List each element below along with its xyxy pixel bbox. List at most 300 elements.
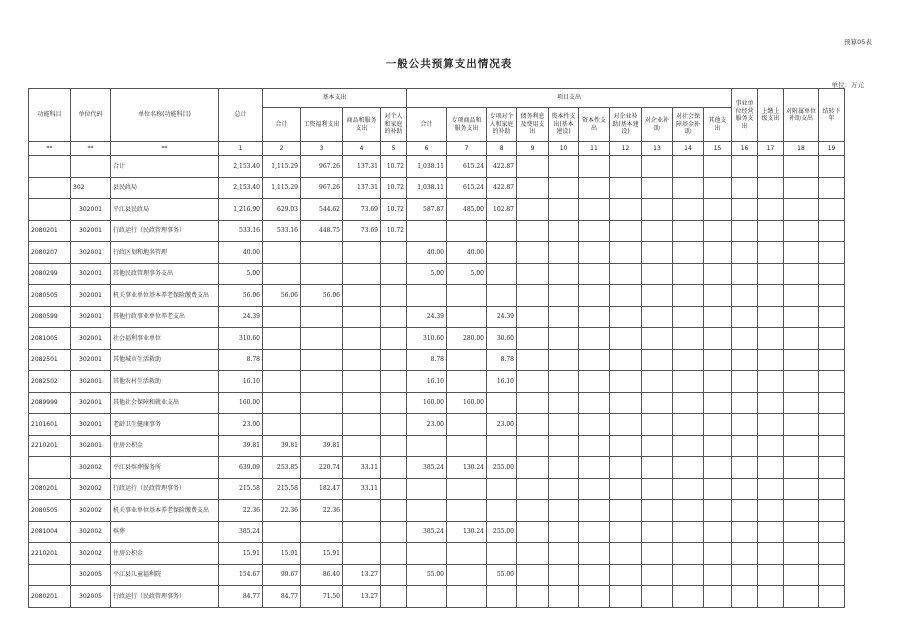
value-cell bbox=[732, 500, 758, 522]
value-cell bbox=[784, 478, 819, 500]
value-cell bbox=[732, 328, 758, 350]
value-cell bbox=[407, 285, 447, 307]
unit-code-cell: 302001 bbox=[71, 349, 111, 371]
value-cell bbox=[704, 478, 732, 500]
unit-code-cell: 302005 bbox=[71, 564, 111, 586]
value-cell: 967.26 bbox=[301, 177, 343, 199]
func-code-cell: 2080505 bbox=[29, 285, 71, 307]
value-cell bbox=[673, 521, 704, 543]
value-cell bbox=[381, 435, 407, 457]
value-cell bbox=[301, 242, 343, 264]
value-cell: 33.11 bbox=[343, 478, 381, 500]
value-cell bbox=[673, 564, 704, 586]
unit-code-cell: 302002 bbox=[71, 457, 111, 479]
value-cell bbox=[610, 500, 642, 522]
value-cell bbox=[784, 177, 819, 199]
value-cell bbox=[517, 521, 549, 543]
value-cell bbox=[381, 371, 407, 393]
value-cell: 10.72 bbox=[381, 156, 407, 178]
value-cell bbox=[487, 220, 517, 242]
value-cell bbox=[343, 371, 381, 393]
value-cell bbox=[381, 242, 407, 264]
value-cell bbox=[301, 349, 343, 371]
value-cell bbox=[263, 263, 301, 285]
table-row bbox=[29, 564, 845, 586]
header-capital-base: 资本性支出(基本建设) bbox=[549, 108, 579, 142]
value-cell bbox=[673, 242, 704, 264]
value-cell bbox=[784, 349, 819, 371]
value-cell bbox=[704, 392, 732, 414]
value-cell bbox=[517, 478, 549, 500]
value-cell bbox=[301, 414, 343, 436]
value-cell bbox=[517, 392, 549, 414]
value-cell bbox=[819, 285, 845, 307]
value-cell bbox=[673, 263, 704, 285]
value-cell bbox=[549, 199, 579, 221]
value-cell: 5.00 bbox=[219, 263, 263, 285]
unit-name-cell: 平江县民政局 bbox=[111, 199, 219, 221]
value-cell bbox=[704, 220, 732, 242]
value-cell: 33.11 bbox=[343, 457, 381, 479]
value-cell bbox=[610, 177, 642, 199]
value-cell bbox=[704, 435, 732, 457]
value-cell bbox=[447, 435, 487, 457]
value-cell bbox=[610, 263, 642, 285]
value-cell bbox=[343, 543, 381, 565]
value-cell bbox=[673, 414, 704, 436]
value-cell: 13.27 bbox=[343, 586, 381, 608]
value-cell: 130.24 bbox=[447, 521, 487, 543]
value-cell bbox=[673, 586, 704, 608]
table-row bbox=[29, 177, 845, 199]
func-code-cell: 2081005 bbox=[29, 328, 71, 350]
value-cell: 55.00 bbox=[487, 564, 517, 586]
value-cell bbox=[343, 285, 381, 307]
value-cell bbox=[673, 156, 704, 178]
value-cell bbox=[517, 328, 549, 350]
value-cell bbox=[343, 328, 381, 350]
value-cell bbox=[343, 263, 381, 285]
value-cell bbox=[784, 521, 819, 543]
value-cell: 22.36 bbox=[263, 500, 301, 522]
table-row bbox=[29, 285, 845, 307]
unit-name-cell: 行政运行（民政管理事务） bbox=[111, 220, 219, 242]
value-cell bbox=[673, 220, 704, 242]
value-cell: 10.72 bbox=[381, 199, 407, 221]
func-code-cell: 2080207 bbox=[29, 242, 71, 264]
value-cell bbox=[610, 242, 642, 264]
table-row bbox=[29, 328, 845, 350]
column-index-cell: 4 bbox=[343, 142, 381, 156]
value-cell bbox=[447, 349, 487, 371]
table-row bbox=[29, 586, 845, 608]
value-cell bbox=[758, 349, 784, 371]
value-cell bbox=[642, 586, 673, 608]
value-cell bbox=[447, 564, 487, 586]
value-cell bbox=[381, 500, 407, 522]
page-title: 一般公共预算支出情况表 bbox=[385, 58, 513, 70]
unit-name-cell: 行政运行（民政管理事务） bbox=[111, 478, 219, 500]
value-cell: 40.00 bbox=[219, 242, 263, 264]
value-cell bbox=[704, 500, 732, 522]
value-cell bbox=[819, 564, 845, 586]
unit-name-cell: 住房公积金 bbox=[111, 543, 219, 565]
value-cell bbox=[579, 156, 610, 178]
value-cell bbox=[673, 435, 704, 457]
value-cell bbox=[673, 371, 704, 393]
value-cell bbox=[487, 285, 517, 307]
value-cell bbox=[758, 177, 784, 199]
value-cell bbox=[487, 263, 517, 285]
value-cell bbox=[610, 457, 642, 479]
value-cell bbox=[407, 478, 447, 500]
value-cell bbox=[784, 371, 819, 393]
header-upper: 上缴上级支出 bbox=[758, 89, 784, 142]
unit-code-cell: 302002 bbox=[71, 543, 111, 565]
value-cell: 385.24 bbox=[407, 521, 447, 543]
value-cell: 8.78 bbox=[487, 349, 517, 371]
value-cell bbox=[549, 285, 579, 307]
value-cell bbox=[642, 478, 673, 500]
value-cell: 39.81 bbox=[301, 435, 343, 457]
value-cell bbox=[447, 414, 487, 436]
value-cell bbox=[758, 543, 784, 565]
column-index-cell: ** bbox=[29, 142, 71, 156]
value-cell bbox=[263, 392, 301, 414]
value-cell: 154.67 bbox=[219, 564, 263, 586]
table-row bbox=[29, 521, 845, 543]
value-cell bbox=[704, 177, 732, 199]
value-cell: 533.16 bbox=[219, 220, 263, 242]
value-cell bbox=[381, 564, 407, 586]
value-cell bbox=[517, 543, 549, 565]
value-cell bbox=[579, 414, 610, 436]
value-cell bbox=[642, 199, 673, 221]
value-cell: 16.10 bbox=[219, 371, 263, 393]
value-cell: 15.91 bbox=[219, 543, 263, 565]
value-cell bbox=[784, 306, 819, 328]
value-cell: 71.50 bbox=[301, 586, 343, 608]
unit-name-cell: 其他社会保障和就业支出 bbox=[111, 392, 219, 414]
column-index-cell: 1 bbox=[219, 142, 263, 156]
func-code-cell: 2080599 bbox=[29, 306, 71, 328]
unit-code-cell bbox=[71, 156, 111, 178]
value-cell bbox=[758, 156, 784, 178]
func-code-cell: 2080505 bbox=[29, 500, 71, 522]
value-cell: 24.39 bbox=[219, 306, 263, 328]
value-cell bbox=[549, 414, 579, 436]
unit-name-cell: 殡葬 bbox=[111, 521, 219, 543]
value-cell bbox=[819, 414, 845, 436]
value-cell bbox=[381, 349, 407, 371]
value-cell: 2,153.40 bbox=[219, 177, 263, 199]
column-index-cell: 12 bbox=[610, 142, 642, 156]
value-cell bbox=[487, 500, 517, 522]
value-cell: 280.00 bbox=[447, 328, 487, 350]
value-cell: 255.00 bbox=[487, 457, 517, 479]
value-cell bbox=[263, 414, 301, 436]
header-subtotal-project: 合计 bbox=[407, 108, 447, 142]
func-code-cell: 2080299 bbox=[29, 263, 71, 285]
value-cell: 99.67 bbox=[263, 564, 301, 586]
header-unit-code: 单位代码 bbox=[71, 89, 111, 142]
value-cell bbox=[579, 177, 610, 199]
value-cell bbox=[610, 156, 642, 178]
value-cell: 102.87 bbox=[487, 199, 517, 221]
header-enterprise-base: 对企业补助(基本建设) bbox=[610, 108, 642, 142]
value-cell bbox=[642, 220, 673, 242]
value-cell bbox=[381, 521, 407, 543]
func-code-cell: 2089999 bbox=[29, 392, 71, 414]
value-cell bbox=[758, 263, 784, 285]
value-cell bbox=[819, 586, 845, 608]
header-goods-project: 专项商品和服务支出 bbox=[447, 108, 487, 142]
value-cell: 422.87 bbox=[487, 156, 517, 178]
header-total: 总计 bbox=[219, 89, 263, 142]
value-cell: 23.00 bbox=[487, 414, 517, 436]
value-cell bbox=[517, 349, 549, 371]
value-cell: 55.00 bbox=[407, 564, 447, 586]
value-cell bbox=[549, 500, 579, 522]
value-cell bbox=[517, 371, 549, 393]
value-cell bbox=[673, 285, 704, 307]
value-cell bbox=[673, 500, 704, 522]
unit-name-cell: 合计 bbox=[111, 156, 219, 178]
value-cell bbox=[758, 500, 784, 522]
header-basic: 基本支出 bbox=[263, 89, 407, 108]
value-cell bbox=[517, 156, 549, 178]
value-cell bbox=[732, 156, 758, 178]
value-cell bbox=[549, 156, 579, 178]
value-cell: 253.85 bbox=[263, 457, 301, 479]
value-cell bbox=[732, 177, 758, 199]
value-cell bbox=[579, 285, 610, 307]
unit-name-cell: 行政区划和地名管理 bbox=[111, 242, 219, 264]
value-cell bbox=[381, 457, 407, 479]
value-cell: 5.00 bbox=[407, 263, 447, 285]
value-cell bbox=[642, 371, 673, 393]
value-cell bbox=[549, 328, 579, 350]
value-cell bbox=[704, 521, 732, 543]
value-cell bbox=[732, 392, 758, 414]
value-cell bbox=[642, 500, 673, 522]
value-cell: 22.36 bbox=[301, 500, 343, 522]
value-cell bbox=[673, 543, 704, 565]
value-cell bbox=[487, 586, 517, 608]
value-cell bbox=[732, 199, 758, 221]
value-cell: 1,038.11 bbox=[407, 177, 447, 199]
value-cell bbox=[642, 414, 673, 436]
value-cell bbox=[517, 457, 549, 479]
value-cell: 130.24 bbox=[447, 457, 487, 479]
value-cell: 30.60 bbox=[487, 328, 517, 350]
header-biz: 事业单位经营服务支出 bbox=[732, 89, 758, 142]
unit-code-cell: 302002 bbox=[71, 521, 111, 543]
value-cell bbox=[673, 478, 704, 500]
value-cell: 56.06 bbox=[263, 285, 301, 307]
value-cell bbox=[784, 328, 819, 350]
column-index-cell: 5 bbox=[381, 142, 407, 156]
value-cell bbox=[784, 285, 819, 307]
value-cell bbox=[579, 349, 610, 371]
value-cell bbox=[819, 263, 845, 285]
func-code-cell bbox=[29, 564, 71, 586]
value-cell bbox=[549, 177, 579, 199]
value-cell: 160.00 bbox=[447, 392, 487, 414]
value-cell: 182.47 bbox=[301, 478, 343, 500]
value-cell bbox=[784, 543, 819, 565]
value-cell: 16.10 bbox=[407, 371, 447, 393]
value-cell bbox=[263, 349, 301, 371]
value-cell bbox=[610, 392, 642, 414]
column-index-cell: ** bbox=[111, 142, 219, 156]
value-cell bbox=[343, 306, 381, 328]
value-cell bbox=[381, 414, 407, 436]
value-cell bbox=[447, 478, 487, 500]
value-cell bbox=[407, 543, 447, 565]
form-number: 预算05表 bbox=[844, 38, 872, 46]
value-cell bbox=[784, 500, 819, 522]
value-cell: 255.00 bbox=[487, 521, 517, 543]
value-cell: 56.06 bbox=[219, 285, 263, 307]
value-cell bbox=[758, 586, 784, 608]
unit-name-cell: 其他农村生活救助 bbox=[111, 371, 219, 393]
unit-code-cell: 302001 bbox=[71, 392, 111, 414]
value-cell bbox=[704, 285, 732, 307]
value-cell bbox=[517, 285, 549, 307]
unit-name-cell: 其他行政事业单位养老支出 bbox=[111, 306, 219, 328]
unit-code-cell: 302005 bbox=[71, 586, 111, 608]
value-cell: 39.81 bbox=[219, 435, 263, 457]
value-cell bbox=[610, 543, 642, 565]
value-cell bbox=[732, 220, 758, 242]
value-cell bbox=[381, 392, 407, 414]
value-cell: 40.00 bbox=[407, 242, 447, 264]
value-cell: 385.24 bbox=[219, 521, 263, 543]
value-cell bbox=[758, 371, 784, 393]
value-cell bbox=[579, 242, 610, 264]
value-cell: 448.75 bbox=[301, 220, 343, 242]
value-cell bbox=[301, 306, 343, 328]
value-cell bbox=[549, 242, 579, 264]
value-cell bbox=[732, 435, 758, 457]
value-cell bbox=[549, 435, 579, 457]
value-cell bbox=[579, 521, 610, 543]
value-cell bbox=[704, 586, 732, 608]
table-body bbox=[29, 156, 845, 608]
value-cell: 310.60 bbox=[407, 328, 447, 350]
value-cell bbox=[517, 242, 549, 264]
column-index-cell: 15 bbox=[704, 142, 732, 156]
value-cell bbox=[579, 586, 610, 608]
func-code-cell: 2080201 bbox=[29, 220, 71, 242]
header-enterprise: 对企业补助 bbox=[642, 108, 673, 142]
value-cell: 967.26 bbox=[301, 156, 343, 178]
value-cell bbox=[819, 478, 845, 500]
value-cell: 587.87 bbox=[407, 199, 447, 221]
table-row bbox=[29, 371, 845, 393]
value-cell bbox=[704, 242, 732, 264]
header-debt: 债务利息及费用支出 bbox=[517, 108, 549, 142]
value-cell bbox=[610, 285, 642, 307]
table-row bbox=[29, 242, 845, 264]
value-cell: 639.09 bbox=[219, 457, 263, 479]
value-cell bbox=[819, 199, 845, 221]
value-cell bbox=[758, 457, 784, 479]
unit-name-cell: 其他民政管理事务支出 bbox=[111, 263, 219, 285]
value-cell: 86.40 bbox=[301, 564, 343, 586]
value-cell bbox=[343, 414, 381, 436]
value-cell bbox=[343, 349, 381, 371]
value-cell bbox=[549, 220, 579, 242]
value-cell: 160.00 bbox=[407, 392, 447, 414]
value-cell bbox=[784, 156, 819, 178]
value-cell: 137.31 bbox=[343, 177, 381, 199]
value-cell bbox=[381, 306, 407, 328]
value-cell bbox=[642, 263, 673, 285]
value-cell bbox=[407, 500, 447, 522]
value-cell bbox=[673, 349, 704, 371]
value-cell bbox=[642, 156, 673, 178]
value-cell bbox=[447, 306, 487, 328]
value-cell bbox=[732, 263, 758, 285]
value-cell: 310.60 bbox=[219, 328, 263, 350]
unit-code-cell: 302001 bbox=[71, 199, 111, 221]
value-cell bbox=[381, 263, 407, 285]
table-row bbox=[29, 392, 845, 414]
value-cell: 137.31 bbox=[343, 156, 381, 178]
unit-code-cell: 302001 bbox=[71, 306, 111, 328]
value-cell bbox=[517, 435, 549, 457]
value-cell bbox=[610, 435, 642, 457]
value-cell bbox=[704, 306, 732, 328]
value-cell bbox=[642, 177, 673, 199]
value-cell bbox=[732, 586, 758, 608]
value-cell bbox=[517, 586, 549, 608]
value-cell: 84.77 bbox=[219, 586, 263, 608]
value-cell bbox=[819, 242, 845, 264]
value-cell bbox=[579, 220, 610, 242]
value-cell bbox=[343, 242, 381, 264]
value-cell bbox=[642, 564, 673, 586]
header-personal-project: 专项对个人和家庭的补助 bbox=[487, 108, 517, 142]
value-cell: 615.24 bbox=[447, 177, 487, 199]
table-row bbox=[29, 435, 845, 457]
value-cell bbox=[819, 306, 845, 328]
value-cell bbox=[732, 306, 758, 328]
unit-code-cell: 302001 bbox=[71, 414, 111, 436]
value-cell bbox=[784, 263, 819, 285]
value-cell bbox=[732, 457, 758, 479]
func-code-cell bbox=[29, 177, 71, 199]
value-cell bbox=[447, 220, 487, 242]
value-cell bbox=[704, 457, 732, 479]
value-cell bbox=[704, 371, 732, 393]
value-cell bbox=[407, 220, 447, 242]
value-cell bbox=[784, 392, 819, 414]
value-cell: 8.78 bbox=[219, 349, 263, 371]
header-index-row bbox=[29, 142, 845, 156]
column-index-cell: 19 bbox=[819, 142, 845, 156]
value-cell bbox=[642, 521, 673, 543]
unit-code-cell: 302002 bbox=[71, 478, 111, 500]
value-cell bbox=[784, 220, 819, 242]
value-cell bbox=[758, 478, 784, 500]
unit-code-cell: 302001 bbox=[71, 220, 111, 242]
value-cell bbox=[673, 199, 704, 221]
value-cell bbox=[610, 328, 642, 350]
value-cell bbox=[517, 263, 549, 285]
